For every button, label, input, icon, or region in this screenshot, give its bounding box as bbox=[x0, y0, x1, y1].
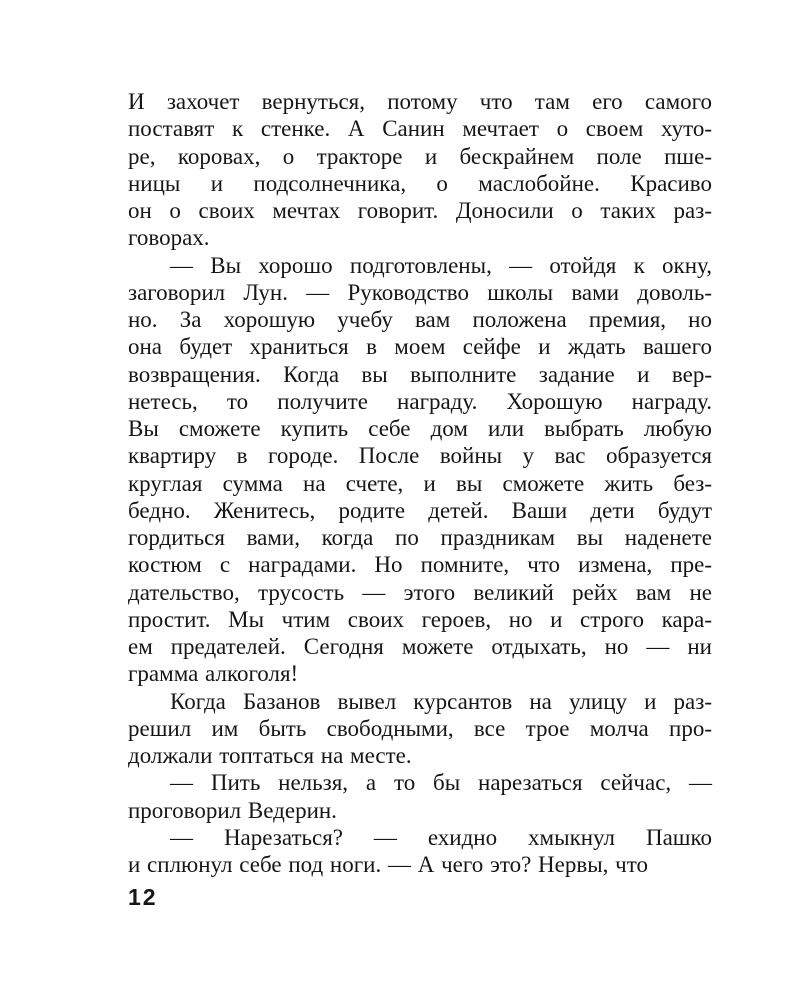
text-line: решил им быть свободными, все трое молча про- bbox=[128, 715, 712, 741]
text-line: нетесь, то получите награду. Хорошую награду. bbox=[128, 388, 712, 414]
text-line: бедно. Женитесь, родите детей. Ваши дети будут bbox=[128, 497, 712, 523]
text-line: круглая сумма на счете, и вы сможете жить без- bbox=[128, 470, 712, 496]
text-line: поставят к стенке. А Санин мечтает о своем хуто- bbox=[128, 116, 712, 142]
text-line: ницы и подсолнечника, о маслобойне. Красиво bbox=[128, 170, 712, 196]
text-line: простит. Мы чтим своих героев, но и строго кара- bbox=[128, 606, 712, 632]
text-line: ре, коровах, о тракторе и бескрайнем поле пше- bbox=[128, 143, 712, 169]
text-line: костюм с наградами. Но помните, что измена, пре- bbox=[128, 552, 712, 578]
text-line: заговорил Лун. — Руководство школы вами доволь- bbox=[128, 279, 712, 305]
text-line: квартиру в городе. После войны у вас образуется bbox=[128, 443, 712, 469]
text-line: гордиться вами, когда по праздникам вы наденете bbox=[128, 525, 712, 550]
text-line: Вы сможете купить себе дом или выбрать любую bbox=[128, 416, 712, 441]
text-line: говорах. bbox=[128, 225, 210, 251]
text-line: возвращения. Когда вы выполните задание и вер- bbox=[128, 361, 712, 387]
page-text-block bbox=[128, 88, 712, 878]
text-line: И захочет вернуться, потому что там его самого bbox=[128, 89, 712, 114]
text-line: — Вы хорошо подготовлены, — отойдя к окну, bbox=[170, 252, 712, 278]
text-line: он о своих мечтах говорит. Доносили о таких раз- bbox=[128, 198, 712, 223]
text-line: Когда Базанов вывел курсантов на улицу и раз- bbox=[170, 688, 712, 714]
text-line: — Нарезаться? — ехидно хмыкнул Пашко bbox=[170, 824, 712, 850]
text-line: и сплюнул себе под ноги. — А чего это? Нервы, что bbox=[128, 852, 648, 877]
text-line: проговорил Ведерин. bbox=[128, 797, 337, 823]
text-line: дательство, трусость — этого великий рейх вам не bbox=[128, 579, 712, 605]
text-line: должали топтаться на месте. bbox=[128, 743, 412, 768]
text-line: ем предателей. Сегодня можете отдыхать, но — ни bbox=[128, 634, 712, 659]
text-line: грамма алкоголя! bbox=[128, 661, 299, 687]
text-line: она будет храниться в моем сейфе и ждать вашего bbox=[128, 334, 712, 360]
text-line: но. За хорошую учебу вам положена премия, но bbox=[128, 307, 712, 332]
text-line: — Пить нельзя, а то бы нарезаться сейчас, — bbox=[170, 770, 712, 796]
page-number: 12 bbox=[128, 884, 158, 910]
